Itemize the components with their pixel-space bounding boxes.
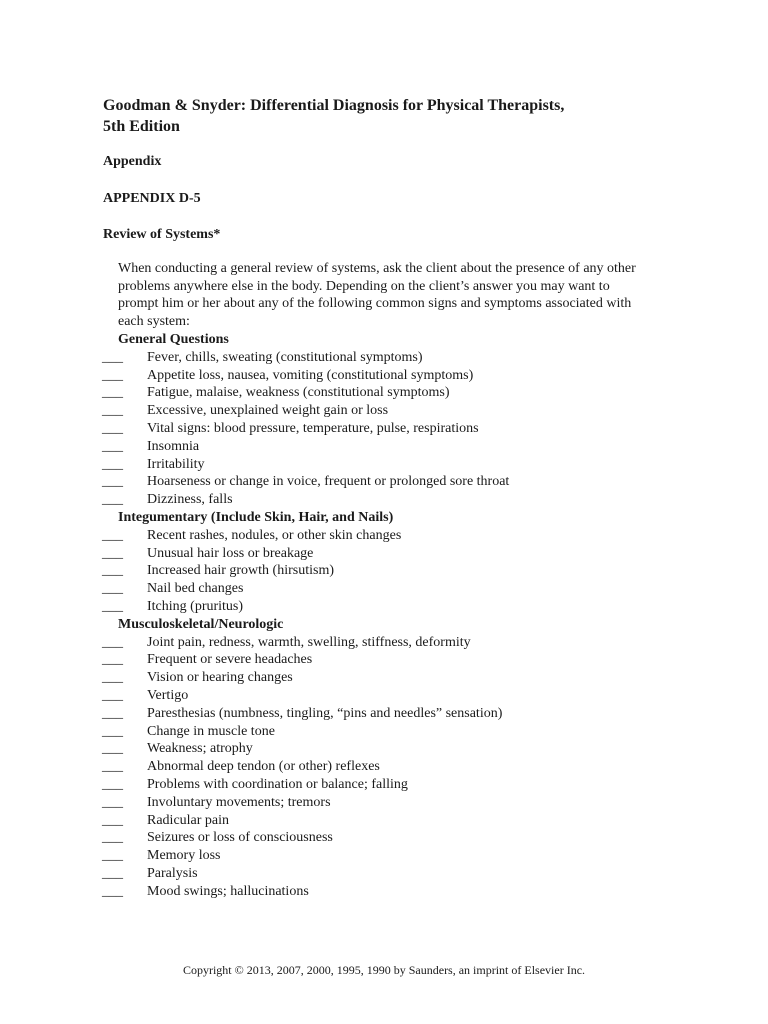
symptom-label: Seizures or loss of consciousness <box>147 830 333 846</box>
check-blank[interactable]: ___ <box>102 349 123 365</box>
section-title: Integumentary (Include Skin, Hair, and Nails) <box>118 509 394 525</box>
check-blank[interactable]: ___ <box>102 759 123 775</box>
symptom-label: Vision or hearing changes <box>147 670 293 686</box>
checklist-item <box>102 794 662 812</box>
checklist-item <box>102 705 662 723</box>
checklist-item <box>102 438 662 456</box>
symptom-label: Insomnia <box>147 438 200 454</box>
checklist-item <box>102 758 662 776</box>
section-title: General Questions <box>118 332 229 347</box>
check-blank[interactable]: ___ <box>102 527 123 543</box>
check-blank[interactable]: ___ <box>102 474 123 490</box>
symptom-label: Paralysis <box>147 865 198 881</box>
symptom-label: Hoarseness or change in voice, frequent or prolonged sore throat <box>147 474 510 490</box>
symptom-label: Dizziness, falls <box>147 492 233 508</box>
symptom-label: Fever, chills, sweating (constitutional symptoms) <box>147 349 423 365</box>
checklist-item <box>102 367 662 385</box>
symptom-label: Joint pain, redness, warmth, swelling, stiffness, deformity <box>147 634 471 650</box>
symptom-label: Mood swings; hallucinations <box>147 883 309 899</box>
check-blank[interactable]: ___ <box>102 420 123 436</box>
check-blank[interactable]: ___ <box>102 492 123 508</box>
symptom-label: Vital signs: blood pressure, temperature, pulse, respirations <box>147 420 479 436</box>
symptom-label: Irritability <box>147 456 205 472</box>
checklist-item <box>102 420 662 438</box>
symptom-label: Memory loss <box>147 848 221 864</box>
checklist-item <box>102 883 662 901</box>
appendix-heading: Appendix <box>103 154 162 169</box>
check-blank[interactable]: ___ <box>102 438 123 454</box>
symptom-label: Recent rashes, nodules, or other skin changes <box>147 527 402 543</box>
check-blank[interactable]: ___ <box>102 705 123 721</box>
check-blank[interactable]: ___ <box>102 687 123 703</box>
check-blank[interactable]: ___ <box>102 581 123 597</box>
check-blank[interactable]: ___ <box>102 545 123 561</box>
check-blank[interactable]: ___ <box>102 723 123 739</box>
checklist-item <box>102 473 662 491</box>
symptom-label: Involuntary movements; tremors <box>147 794 331 810</box>
symptom-label: Radicular pain <box>147 812 230 828</box>
symptom-label: Appetite loss, nausea, vomiting (constitutional symptoms) <box>147 367 474 383</box>
symptom-label: Weakness; atrophy <box>147 741 253 757</box>
check-blank[interactable]: ___ <box>102 883 123 899</box>
checklist-item <box>102 776 662 794</box>
checklist-item <box>102 349 662 367</box>
check-blank[interactable]: ___ <box>102 741 123 757</box>
check-blank[interactable]: ___ <box>102 403 123 419</box>
symptom-label: Unusual hair loss or breakage <box>147 545 314 561</box>
symptom-label: Itching (pruritus) <box>147 598 244 614</box>
checklist-item <box>102 723 662 741</box>
checklist-item <box>102 651 662 669</box>
checklist-item <box>102 847 662 865</box>
checklist-item <box>102 402 662 420</box>
check-blank[interactable]: ___ <box>102 812 123 828</box>
check-blank[interactable]: ___ <box>102 794 123 810</box>
copyright-footer: Copyright © 2013, 2007, 2000, 1995, 1990 by Saunders, an imprint of Elsevier Inc. <box>182 963 586 977</box>
symptom-label: Abnormal deep tendon (or other) reflexes <box>147 759 380 775</box>
checklist-item <box>102 562 662 580</box>
check-blank[interactable]: ___ <box>102 367 123 383</box>
checklist-item <box>102 740 662 758</box>
intro-paragraph: When conducting a general review of systems, ask the client about the presence of any other problems anywhere else in the body. Depending on the client’s answer you may want to prompt him or her about any of the following common signs and symptoms associated with each system: <box>118 261 636 329</box>
check-blank[interactable]: ___ <box>102 563 123 579</box>
symptom-label: Frequent or severe headaches <box>147 652 313 668</box>
appendix-id: APPENDIX D-5 <box>103 191 201 206</box>
check-blank[interactable]: ___ <box>102 776 123 792</box>
checklist-item <box>102 598 662 616</box>
check-blank[interactable]: ___ <box>102 456 123 472</box>
symptom-label: Paresthesias (numbness, tingling, “pins and needles” sensation) <box>147 705 503 721</box>
checklist-item <box>102 829 662 847</box>
checklist-item <box>102 812 662 830</box>
title-line-1: Goodman & Snyder: Differential Diagnosis for Physical Therapists, <box>103 97 565 114</box>
symptom-label: Change in muscle tone <box>147 723 275 739</box>
symptom-label: Vertigo <box>147 687 189 703</box>
checklist-item <box>102 669 662 687</box>
checklist-item <box>102 634 662 652</box>
checklist-item <box>102 527 662 545</box>
check-blank[interactable]: ___ <box>102 830 123 846</box>
symptom-label: Fatigue, malaise, weakness (constitutional symptoms) <box>147 385 450 401</box>
checklist-item <box>102 545 662 563</box>
title-line-2: 5th Edition <box>103 118 180 135</box>
symptom-label: Problems with coordination or balance; falling <box>147 776 408 792</box>
symptom-label: Nail bed changes <box>147 581 244 597</box>
check-blank[interactable]: ___ <box>102 670 123 686</box>
check-blank[interactable]: ___ <box>102 385 123 401</box>
section-title: Musculoskeletal/Neurologic <box>118 616 284 632</box>
checklist-item <box>102 865 662 883</box>
checklist-item <box>102 456 662 474</box>
checklist-item <box>102 687 662 705</box>
check-blank[interactable]: ___ <box>102 598 123 614</box>
document-title <box>103 95 663 137</box>
check-blank[interactable]: ___ <box>102 848 123 864</box>
symptom-checklist <box>102 331 662 901</box>
checklist-item <box>102 580 662 598</box>
check-blank[interactable]: ___ <box>102 865 123 881</box>
checklist-item <box>102 384 662 402</box>
check-blank[interactable]: ___ <box>102 634 123 650</box>
symptom-label: Excessive, unexplained weight gain or loss <box>147 403 389 419</box>
symptom-label: Increased hair growth (hirsutism) <box>147 563 334 579</box>
checklist-item <box>102 491 662 509</box>
section-heading: Review of Systems* <box>103 227 221 242</box>
check-blank[interactable]: ___ <box>102 652 123 668</box>
